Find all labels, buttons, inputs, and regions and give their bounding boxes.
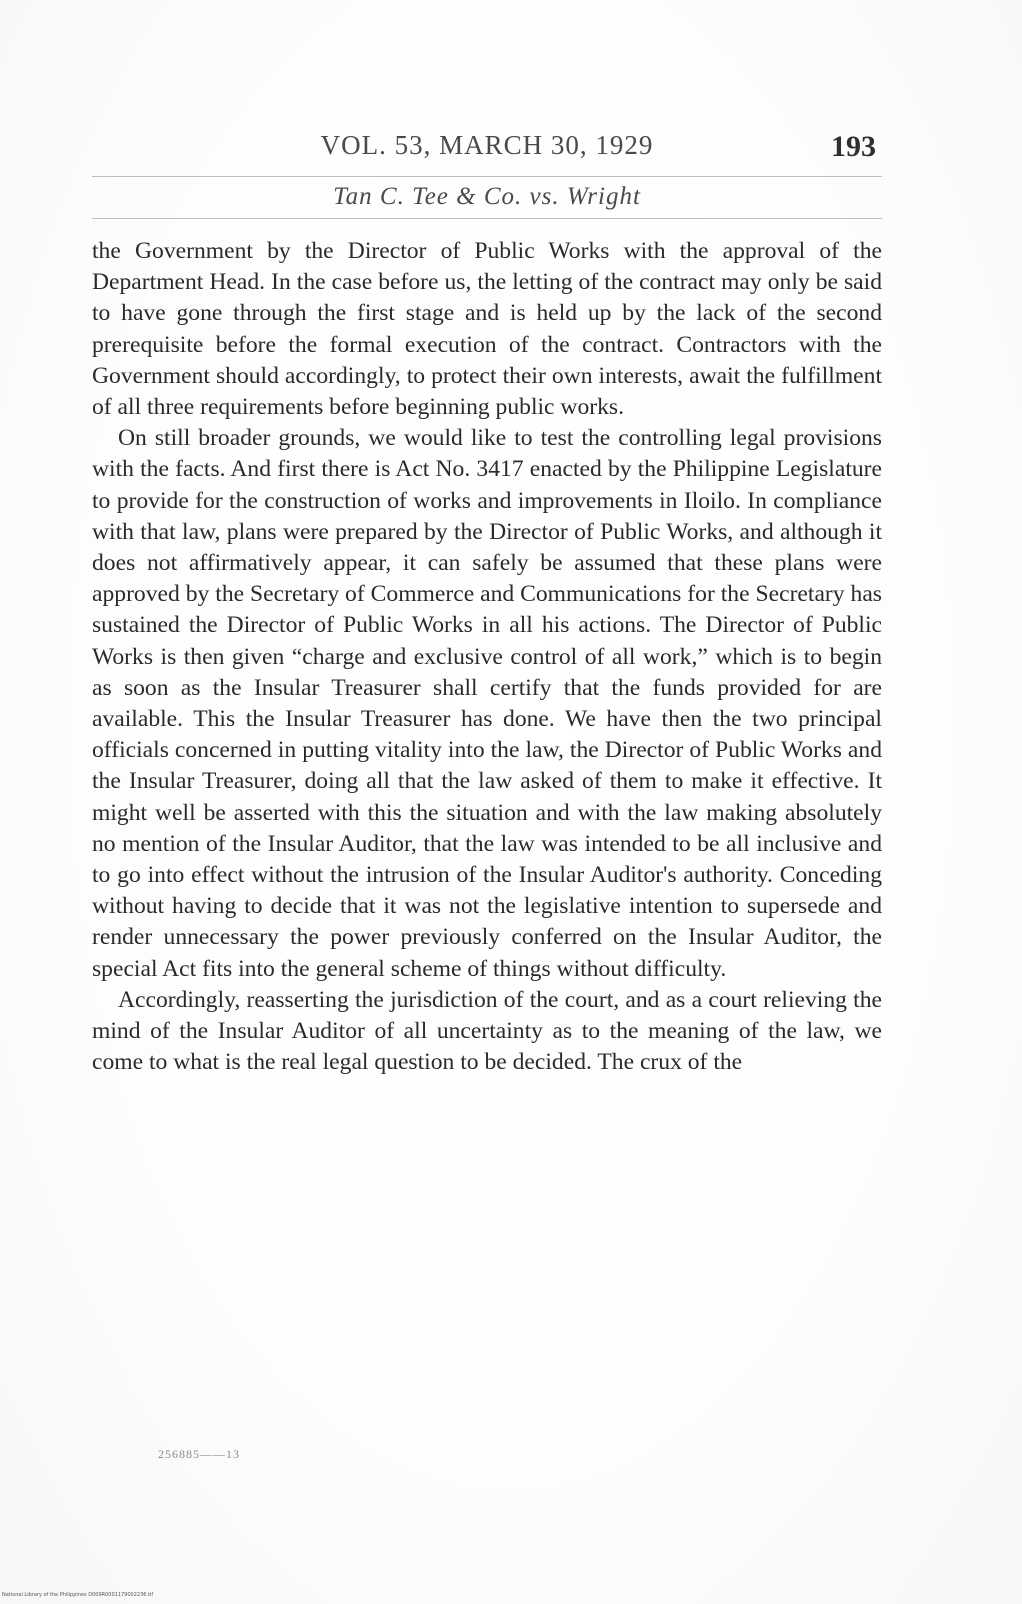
title-rule xyxy=(92,218,882,219)
body-text xyxy=(92,236,882,1078)
paragraph: Accordingly, reasserting the jurisdiction of the court, and as a court relieving the mind of the Insular Auditor of all uncertainty as to the meaning of the law, we come to what is the real legal question to be decided. The crux of the xyxy=(92,986,882,1076)
paragraph: On still broader grounds, we would like to test the controlling legal provisions with the facts. And first there is Act No. 3417 enacted by the Philippine Legislature to provide for the construction of works and improvements in Iloilo. In compliance with that law, plans were prepared by the Director of Public Works, and although it does not affirmatively appear, it can safely be assumed that these plans were approved by the Secretary of Commerce and Communications for the Secretary has sustained the Director of Public Works in all his actions. The Director of Public Works is then given “charge and exclusive control of all work,” which is to begin as soon as the Insular Treasurer shall certify that the funds provided for are available. This the Insular Treasurer has done. We have then the two principal officials concerned in putting vitality into the law, the Director of Public Works and the Insular Treasurer, doing all that the law asked of them to make it effective. It might well be asserted with this the situation and with the law making absolutely no mention of the Insular Auditor, that the law was intended to be all inclusive and to go into effect without the intrusion of the Insular Auditor's authority. Conceding without having to decide that it was not the legislative intention to supersede and render unnecessary the power previously conferred on the Insular Auditor, the special Act fits into the general scheme of things without difficulty. xyxy=(92,425,882,982)
page-header xyxy=(92,130,882,170)
paragraph: the Government by the Director of Public Works with the approval of the Department Head. In the case before us, the letting of the contract may only be said to have gone through the first stage and is held up by the lack of the second prerequisite before the formal execution of the contract. Contractors with the Government should accordingly, to protect their own interests, await the fulfillment of all three requirements before beginning public works. xyxy=(92,238,882,421)
signature-mark: 256885——13 xyxy=(158,1447,240,1461)
running-head: VOL. 53, MARCH 30, 1929 xyxy=(320,130,654,160)
case-title: Tan C. Tee & Co. vs. Wright xyxy=(333,183,641,210)
header-rule xyxy=(92,176,882,177)
page-number: 193 xyxy=(831,130,876,163)
scan-credit: National Library of the Philippines D009R0001179002236.tif xyxy=(2,1592,154,1598)
